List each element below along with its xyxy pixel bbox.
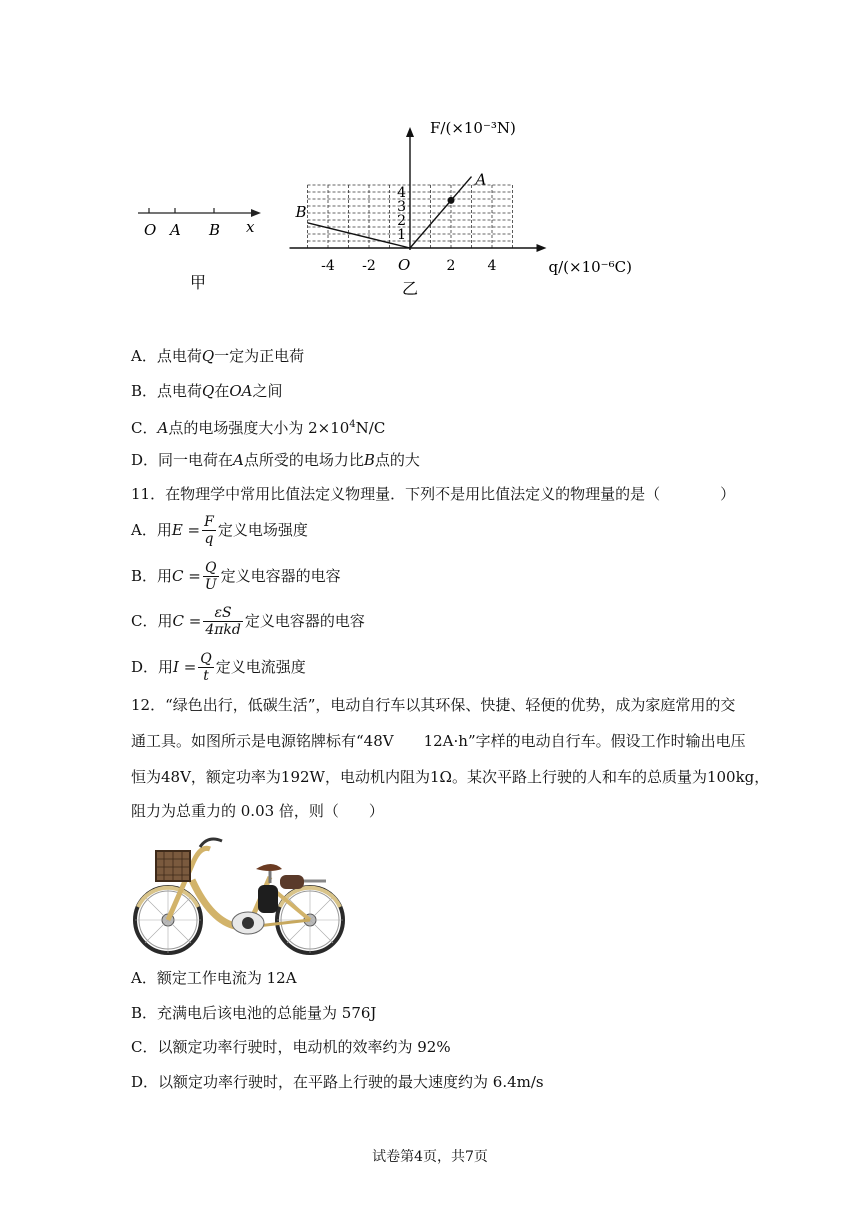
x-tick-label: -4 xyxy=(321,258,335,274)
page-footer: 试卷第4页，共7页 xyxy=(372,1149,488,1165)
caption-jia: 甲 xyxy=(190,273,207,292)
q12-stem-line-3: 恒为48V，额定功率为192W，电动机内阻为1Ω。某次平路上行驶的人和车的总质量为100kg， xyxy=(131,768,770,786)
series-label-a: A xyxy=(475,170,487,189)
x-axis-arrow xyxy=(537,244,547,252)
series-line-b xyxy=(308,223,411,248)
y-tick-label: 3 xyxy=(397,199,406,215)
chart-labels xyxy=(295,119,632,298)
x-axis-arrow xyxy=(251,209,261,217)
q11-option-a: A．用 E = $\frac{F}{q}$ 定义电场强度 xyxy=(131,513,308,547)
q10-option-a: A．点电荷Q一定为正电荷 xyxy=(131,347,305,365)
q12-option-b: B．充满电后该电池的总能量为 576J xyxy=(131,1004,377,1022)
origin-label: O xyxy=(398,256,411,274)
label-b: B xyxy=(209,221,221,239)
y-tick-label: 1 xyxy=(397,227,406,243)
q12-stem-line-4: 阻力为总重力的 0.03 倍，则（ ） xyxy=(131,802,384,820)
q11-option-b: B．用 C = $\frac{Q}{U}$ 定义电容器的电容 xyxy=(131,559,341,593)
y-axis-arrow xyxy=(406,127,414,137)
y-axis-label: F/(×10⁻³N) xyxy=(430,119,516,137)
q11-stem: 11．在物理学中常用比值法定义物理量．下列不是用比值法定义的物理量的是（ ） xyxy=(131,485,736,503)
series-label-b: B xyxy=(295,202,307,221)
chart-axes xyxy=(290,127,547,252)
q10-option-b: B．点电荷Q在OA之间 xyxy=(131,382,283,400)
x-tick-label: 2 xyxy=(446,258,456,274)
label-o: O xyxy=(144,221,157,239)
q12-option-d: D．以额定功率行驶时，在平路上行驶的最大速度约为 6.4m/s xyxy=(131,1073,544,1091)
marked-point-a xyxy=(448,197,455,204)
series-line-a xyxy=(410,177,472,248)
q12-stem-line-1: 12．“绿色出行，低碳生活”，电动自行车以其环保、快捷、轻便的优势，成为家庭常用的交 xyxy=(131,696,736,714)
axis-label-x: x xyxy=(246,218,255,236)
q10-option-c: C．A点的电场强度大小为 $2\times 10^4N/C$ xyxy=(131,419,386,437)
y-tick-label: 4 xyxy=(397,185,406,201)
q11-option-d: D．用 I = $\frac{Q}{t}$ 定义电流强度 xyxy=(131,650,306,684)
q10-option-d: D．同一电荷在A点所受的电场力比B点的大 xyxy=(131,451,420,469)
q12-option-a: A．额定工作电流为 12A xyxy=(131,969,297,987)
x-tick-label: -2 xyxy=(362,258,376,274)
figure-yi-chart xyxy=(280,105,632,305)
q11-option-c: C．用 C = $\frac{\varepsilon S}{\text{4πkd}}$ 定义电容器的电容 xyxy=(131,604,365,638)
x-axis-label: q/(×10⁻⁶C) xyxy=(548,258,632,276)
caption-yi: 乙 xyxy=(401,279,419,298)
q12-option-c: C．以额定功率行驶时，电动机的效率约为 92% xyxy=(131,1038,451,1056)
electric-bicycle-image xyxy=(130,835,350,957)
x-tick-label: 4 xyxy=(487,258,497,274)
figure-jia xyxy=(130,195,280,295)
y-tick-label: 2 xyxy=(397,213,406,229)
q12-stem-line-2: 通工具。如图所示是电源铭牌标有“48V 12A·h”字样的电动自行车。假设工作时输出电压 xyxy=(131,732,746,750)
label-a: A xyxy=(170,221,181,239)
